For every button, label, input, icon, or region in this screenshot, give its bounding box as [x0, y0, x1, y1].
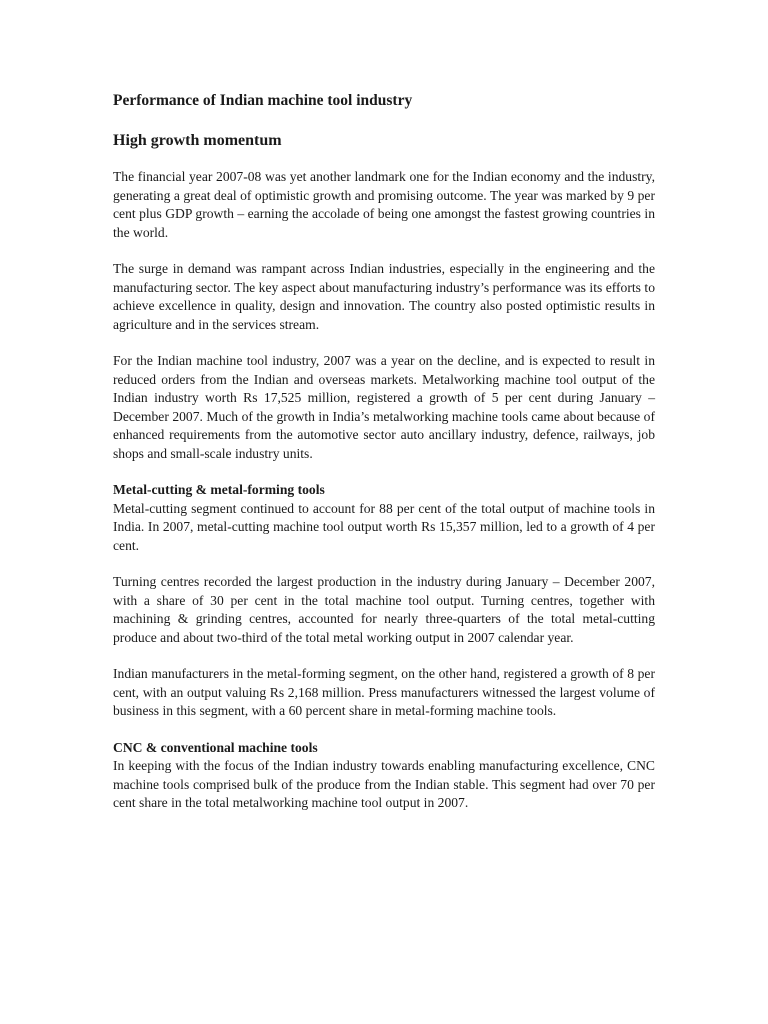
intro-paragraph-3: For the Indian machine tool industry, 2007 was a year on the decline, and is expected to result in reduced orders from the Indian and overseas markets. Metalworking machine tool output of the Indian industry worth Rs 17,525 million, registered a growth of 5 per cent during January – December 2007. Much of the growth in India’s metalworking machine tools came about because of enhanced requirements from the automotive sector auto ancillary industry, defence, railways, job shops and small-scale industry units.: [113, 353, 655, 461]
intro-paragraph-2: The surge in demand was rampant across Indian industries, especially in the engineering and the manufacturing sector. The key aspect about manufacturing industry’s performance was its efforts to achieve excellence in quality, design and innovation. The country also posted optimistic results in agriculture and in the services stream.: [113, 261, 655, 332]
intro-paragraph-1: The financial year 2007-08 was yet another landmark one for the Indian economy and the industry, generating a great deal of optimistic growth and promising outcome. The year was marked by 9 per cent plus GDP growth – earning the accolade of being one amongst the fastest growing countries in the world.: [113, 169, 655, 240]
document-page: [113, 90, 655, 831]
metal-cutting-paragraph-2: Turning centres recorded the largest production in the industry during January – December 2007, with a share of 30 per cent in the total machine tool output. Turning centres, together with machining & grinding centres, accounted for nearly three-quarters of the total metal-cutting produce and about two-third of the total metal working output in 2007 calendar year.: [113, 574, 655, 645]
document-subtitle: High growth momentum: [113, 132, 282, 149]
document-title: Performance of Indian machine tool industry: [113, 92, 413, 109]
section-heading-cnc: CNC & conventional machine tools: [113, 739, 318, 755]
metal-cutting-paragraph-1: Metal-cutting segment continued to account for 88 per cent of the total output of machine tools in India. In 2007, metal-cutting machine tool output worth Rs 15,357 million, led to a growth of 4 per cent.: [113, 500, 655, 553]
cnc-paragraph-1: In keeping with the focus of the Indian industry towards enabling manufacturing excellence, CNC machine tools comprised bulk of the produce from the Indian stable. This segment had over 70 per cent share in the total metalworking machine tool output in 2007.: [113, 758, 655, 810]
metal-cutting-paragraph-3: Indian manufacturers in the metal-forming segment, on the other hand, registered a growth of 8 per cent, with an output valuing Rs 2,168 million. Press manufacturers witnessed the largest volume of business in this segment, with a 60 percent share in metal-forming machine tools.: [113, 666, 655, 718]
section-heading-metal-cutting: Metal-cutting & metal-forming tools: [113, 482, 325, 497]
